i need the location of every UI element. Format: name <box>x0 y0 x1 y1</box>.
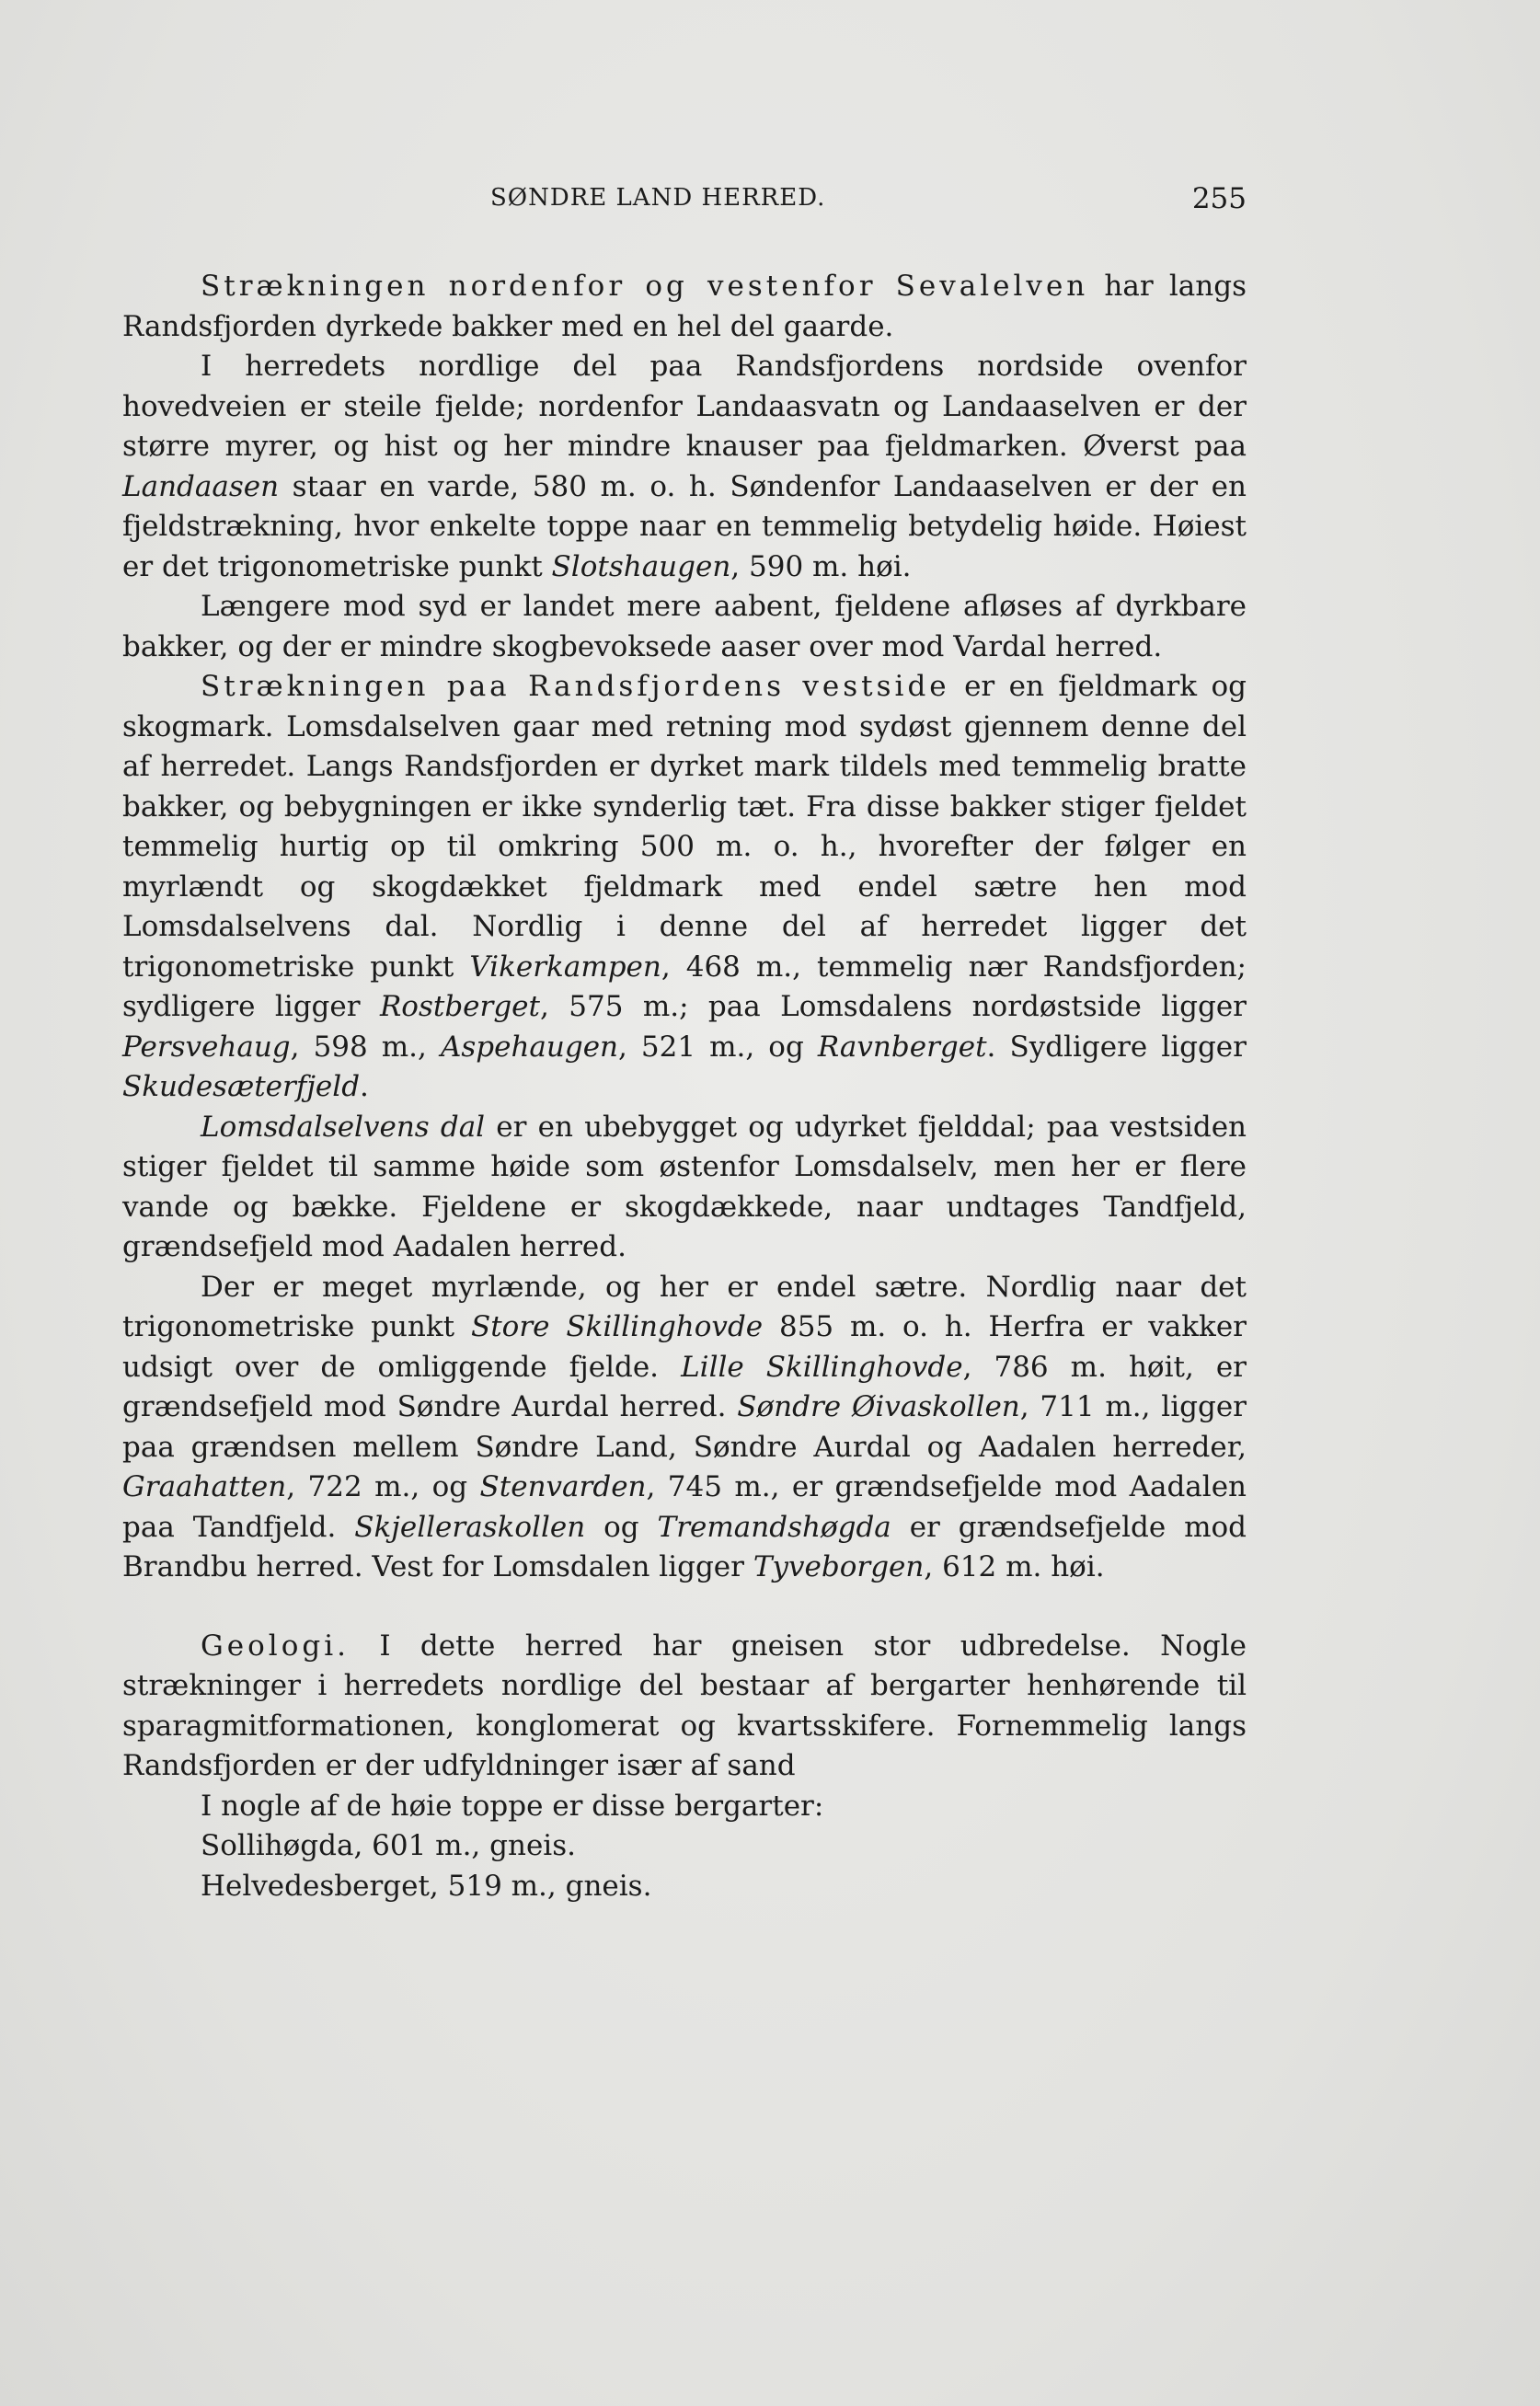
text-run: staar en varde, 580 m. o. h. Søndenfor Landaaselven er der en fjeldstrækning, hvor enkelte toppe naar en temmelig betydelig høide. Høiest er det trigonometriske punkt <box>122 469 1247 583</box>
place-name: Aspehaugen <box>440 1030 619 1064</box>
paragraph-3 <box>122 587 1247 667</box>
place-name: Tremandshøgda <box>657 1510 891 1544</box>
text-run: , 612 m. høi. <box>924 1550 1105 1583</box>
text-run: 855 m. o. h. Herfra er vakker udsigt over de omliggende fjelde. <box>122 1310 1247 1384</box>
place-name: Ravnberget <box>817 1030 987 1064</box>
place-name: Landaasen <box>122 469 280 503</box>
paragraph-lead: Strækningen nordenfor og vestenfor Sevalelven <box>201 270 1089 303</box>
text-run: . <box>360 1070 369 1103</box>
list-intro: I nogle af de høie toppe er disse bergarter: <box>201 1789 824 1823</box>
place-name: Søndre Øivaskollen <box>737 1390 1020 1423</box>
page-number: 255 <box>1191 182 1247 215</box>
text-run: , 722 m., og <box>286 1470 480 1503</box>
paragraph-5 <box>122 1108 1247 1268</box>
text-run: er grændsefjelde mod Brandbu herred. Vest for Lomsdalen ligger <box>122 1510 1247 1583</box>
paragraph-text: har langs Randsfjorden dyrkede bakker med en hel del gaarde. <box>122 270 1247 343</box>
text-run: , 521 m., og <box>618 1030 818 1064</box>
place-name: Stenvarden <box>479 1470 647 1503</box>
paragraph-2 <box>122 347 1247 587</box>
text-run: , 468 m., temmelig nær Randsfjorden; sydligere ligger <box>122 950 1247 1023</box>
place-name: Lille Skillinghovde <box>681 1350 963 1384</box>
place-name: Store Skillinghovde <box>470 1310 764 1343</box>
page-header <box>122 173 1247 228</box>
geology-paragraph <box>122 1627 1247 1787</box>
paragraph-lead: Strækningen paa Randsfjordens vestside <box>201 670 950 703</box>
paragraph-6 <box>122 1268 1247 1588</box>
place-name: Lomsdalselvens dal <box>201 1110 486 1144</box>
place-name: Tyveborgen <box>753 1550 925 1583</box>
text-run: er en ubebygget og udyrket fjelddal; paa vestsiden stiger fjeldet til samme høide som østenfor Lomsdalselv, men her er flere vande og bække. Fjeldene er skogdækkede, naar undtages Tandfjeld, grændsefjeld mod Aadalen herred. <box>122 1110 1247 1263</box>
text-run: Der er meget myrlænde, og her er endel sætre. Nordlig naar det trigonometriske punkt <box>122 1270 1247 1343</box>
text-run: . Sydligere ligger <box>986 1030 1247 1064</box>
text-run: , 598 m., <box>290 1030 441 1064</box>
list-item: Helvedesberget, 519 m., gneis. <box>201 1869 652 1903</box>
text-run: , 745 m., er grændsefjelde mod Aadalen paa Tandfjeld. <box>122 1470 1247 1544</box>
text-run: og <box>585 1510 658 1544</box>
place-name: Rostberget <box>379 990 540 1023</box>
text-run: , 590 m. høi. <box>730 549 912 583</box>
text-run: Længere mod syd er landet mere aabent, fjeldene afløses af dyrkbare bakker, og der er mindre skogbevoksede aaser over mod Vardal herred. <box>122 590 1247 663</box>
place-name: Slotshaugen <box>551 549 731 583</box>
section-heading: Geologi. <box>201 1629 350 1663</box>
place-name: Skjelleraskollen <box>354 1510 586 1544</box>
text-run: , 711 m., ligger paa grændsen mellem Søndre Land, Søndre Aurdal og Aadalen herreder, <box>122 1390 1247 1464</box>
place-name: Vikerkampen <box>469 950 661 984</box>
paragraph-1 <box>122 267 1247 347</box>
text-run: , 575 m.; paa Lomsdalens nordøstside ligger <box>539 990 1247 1023</box>
text-run: , 786 m. høit, er grændsefjeld mod Søndre Aurdal herred. <box>122 1350 1247 1423</box>
place-name: Graahatten <box>122 1470 287 1503</box>
place-name: Skudesæterfjeld <box>122 1070 361 1103</box>
section-gap <box>122 1588 1247 1627</box>
text-run: er en fjeldmark og skogmark. Lomsdalselven gaar med retning mod sydøst gjennem denne del af herredet. Langs Randsfjorden er dyrket mark tildels med temmelig bratte bakker, og bebygningen er ikke synderlig tæt. Fra disse bakker stiger fjeldet temmelig hurtig op til omkring 500 m. o. h., hvorefter der følger en myrlændt og skogdækket fjeldmark med endel sætre hen mod Lomsdalselvens dal. Nordlig i denne del af herredet ligger det trigonometriske punkt <box>122 670 1247 984</box>
text-block <box>122 173 1247 1906</box>
list-item: Sollihøgda, 601 m., gneis. <box>201 1829 576 1862</box>
paragraph-4 <box>122 667 1247 1108</box>
place-name: Persvehaug <box>122 1030 291 1064</box>
text-run: I dette herred har gneisen stor udbredelse. Nogle strækninger i herredets nordlige del bestaar af bergarter henhørende til sparagmitformationen, konglomerat og kvartsskifere. Fornemmelig langs Randsfjorden er der udfyldninger især af sand <box>122 1629 1247 1782</box>
text-run: I herredets nordlige del paa Randsfjordens nordside ovenfor hovedveien er steile fjelde; nordenfor Landaasvatn og Landaaselven er der større myrer, og hist og her mindre knauser paa fjeldmarken. Øverst paa <box>122 350 1247 463</box>
running-title: SØNDRE LAND HERRED. <box>490 184 826 212</box>
